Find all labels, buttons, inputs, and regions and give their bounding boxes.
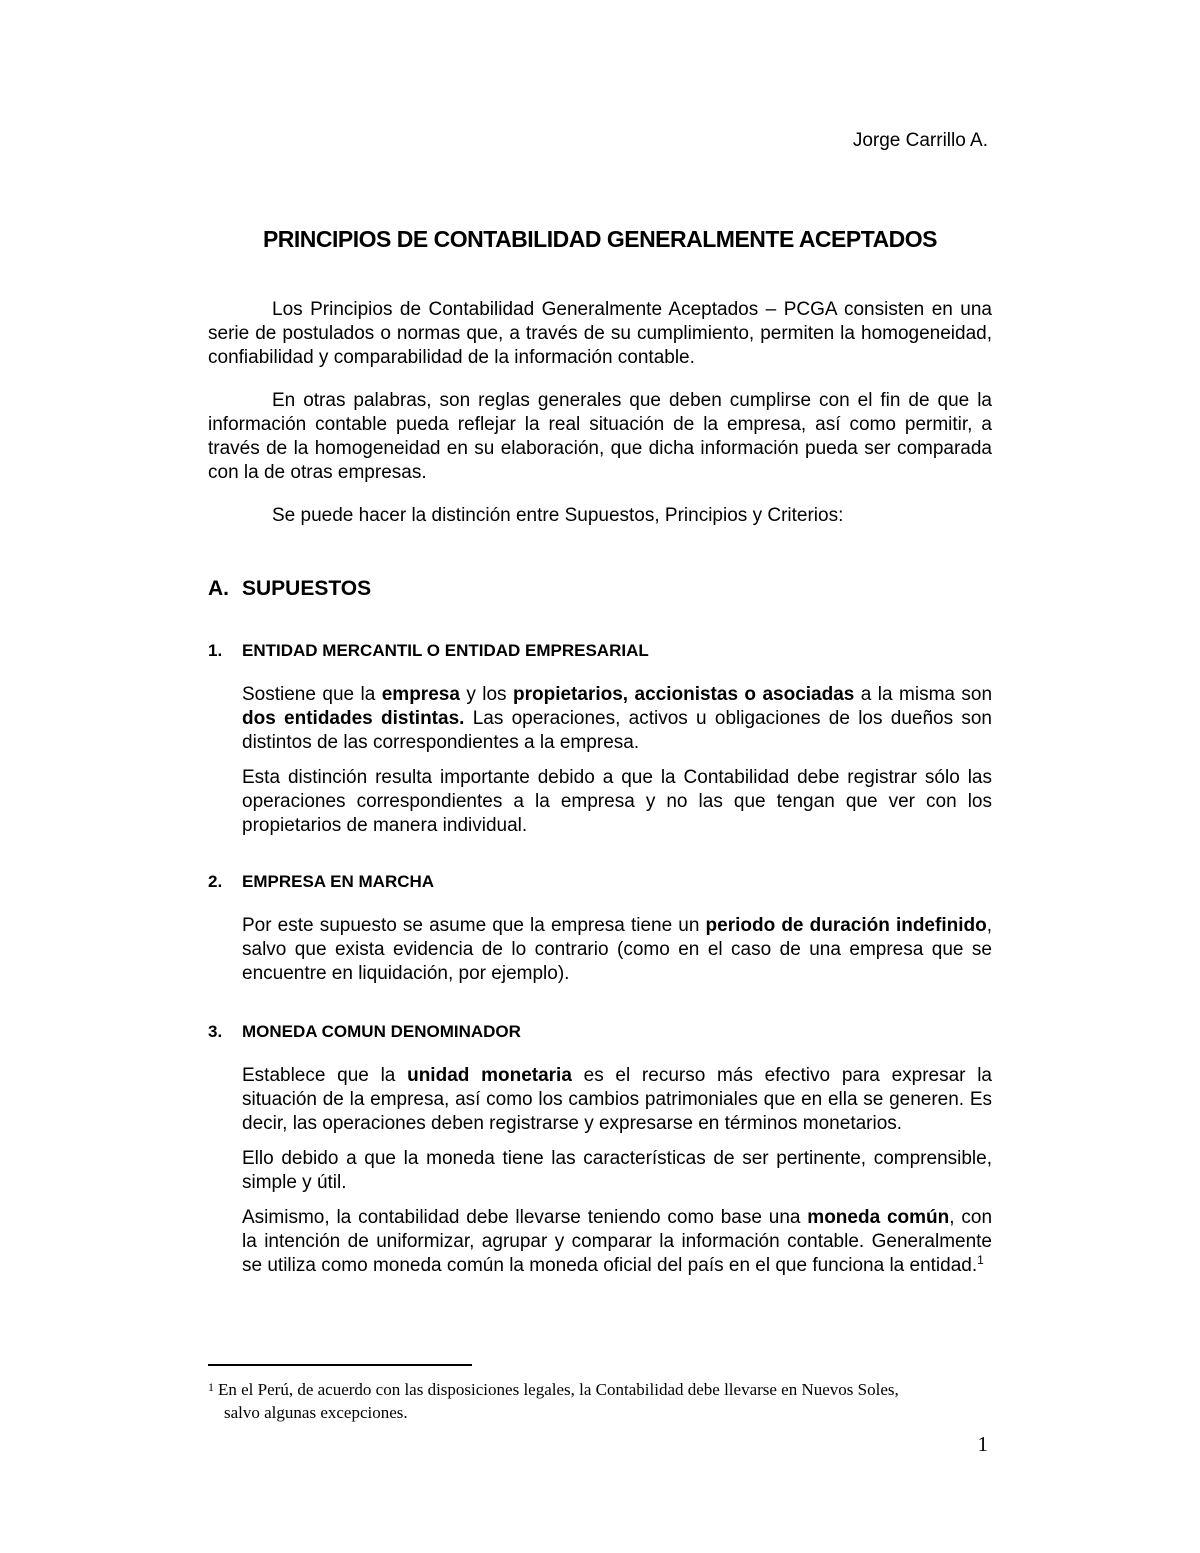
item-paragraph bbox=[242, 914, 992, 986]
item-paragraph bbox=[242, 1064, 992, 1136]
footnote-text-line2: salvo algunas excepciones. bbox=[224, 1403, 408, 1422]
item-body bbox=[242, 1064, 992, 1278]
item-heading bbox=[208, 1020, 992, 1044]
bold-term: moneda común bbox=[807, 1207, 950, 1228]
item-heading-text: EMPRESA EN MARCHA bbox=[242, 872, 435, 891]
item-heading bbox=[208, 639, 992, 663]
text-run: Las operaciones, activos u obligaciones de los dueños son distintos de las correspondientes a la empresa. bbox=[242, 708, 992, 753]
page-number: 1 bbox=[977, 1432, 988, 1456]
text-run: Por este supuesto se asume que la empresa tiene un bbox=[242, 915, 706, 936]
text-run: es el recurso más efectivo para expresar la situación de la empresa, así como los cambios patrimoniales que en ella se generen. Es decir, las operaciones deben registrarse y expresarse en términos monetarios. bbox=[242, 1065, 992, 1134]
footnote-reference[interactable]: 1 bbox=[977, 1253, 984, 1267]
bold-term: unidad monetaria bbox=[407, 1065, 572, 1086]
footnote-number: 1 bbox=[208, 1380, 214, 1394]
intro-section bbox=[208, 298, 992, 547]
section-title: SUPUESTOS bbox=[242, 577, 372, 600]
bold-term: dos entidades distintas. bbox=[242, 708, 465, 729]
text-run: , salvo que exista evidencia de lo contrario (como en el caso de una empresa que se encuentre en liquidación, por ejemplo). bbox=[242, 915, 992, 984]
section-heading-a bbox=[208, 577, 371, 601]
bold-term: empresa bbox=[381, 684, 460, 705]
text-run: , con la intención de uniformizar, agrupar y comparar la información contable. Generalmente se utiliza como moneda común la moneda oficial del país en el que funciona la entidad. bbox=[242, 1207, 993, 1276]
bold-term: propietarios, accionistas o asociadas bbox=[513, 684, 855, 705]
item-paragraph bbox=[242, 683, 992, 755]
bold-term: periodo de duración indefinido bbox=[705, 915, 987, 936]
item-empresa-en-marcha bbox=[208, 870, 992, 997]
section-letter: A. bbox=[208, 577, 229, 600]
item-paragraph bbox=[242, 1206, 992, 1278]
text-run: y los bbox=[459, 684, 513, 705]
item-moneda-comun bbox=[208, 1020, 992, 1289]
footnote-separator bbox=[208, 1364, 472, 1366]
intro-paragraph: En otras palabras, son reglas generales que deben cumplirse con el fin de que la información contable pueda reflejar la real situación de la empresa, así como permitir, a través de la homogeneidad en su elaboración, que dicha información pueda ser comparada con la de otras empresas. bbox=[208, 390, 992, 483]
document-title: PRINCIPIOS DE CONTABILIDAD GENERALMENTE ACEPTADOS bbox=[262, 226, 938, 252]
intro-paragraph: Se puede hacer la distinción entre Supuestos, Principios y Criterios: bbox=[272, 505, 844, 526]
item-entidad-mercantil bbox=[208, 639, 992, 849]
text-run: Asimismo, la contabilidad debe llevarse teniendo como base una bbox=[242, 1207, 808, 1228]
item-paragraph: Esta distinción resulta importante debido a que la Contabilidad debe registrar sólo las operaciones correspondientes a la empresa y no las que tengan que ver con los propietarios de manera individual. bbox=[242, 767, 992, 836]
item-number: 2. bbox=[208, 872, 223, 891]
item-number: 1. bbox=[208, 641, 223, 660]
item-heading-text: ENTIDAD MERCANTIL O ENTIDAD EMPRESARIAL bbox=[242, 641, 649, 660]
item-number: 3. bbox=[208, 1022, 223, 1041]
item-body bbox=[242, 683, 992, 838]
author-name: Jorge Carrillo A. bbox=[852, 130, 988, 151]
item-heading bbox=[208, 870, 992, 894]
item-paragraph: Ello debido a que la moneda tiene las características de ser pertinente, comprensible, simple y útil. bbox=[242, 1148, 992, 1193]
item-body bbox=[242, 914, 992, 986]
text-run: Establece que la bbox=[242, 1065, 408, 1086]
text-run: Sostiene que la bbox=[242, 684, 382, 705]
text-run: a la misma son bbox=[854, 684, 993, 705]
intro-paragraph: Los Principios de Contabilidad Generalmente Aceptados – PCGA consisten en una serie de postulados o normas que, a través de su cumplimiento, permiten la homogeneidad, confiabilidad y comparabilidad de la información contable. bbox=[208, 299, 992, 368]
item-heading-text: MONEDA COMUN DENOMINADOR bbox=[242, 1022, 521, 1041]
footnote bbox=[208, 1378, 992, 1424]
footnote-text-line1: En el Perú, de acuerdo con las disposiciones legales, la Contabilidad debe llevarse en Nuevos Soles, bbox=[218, 1380, 899, 1399]
